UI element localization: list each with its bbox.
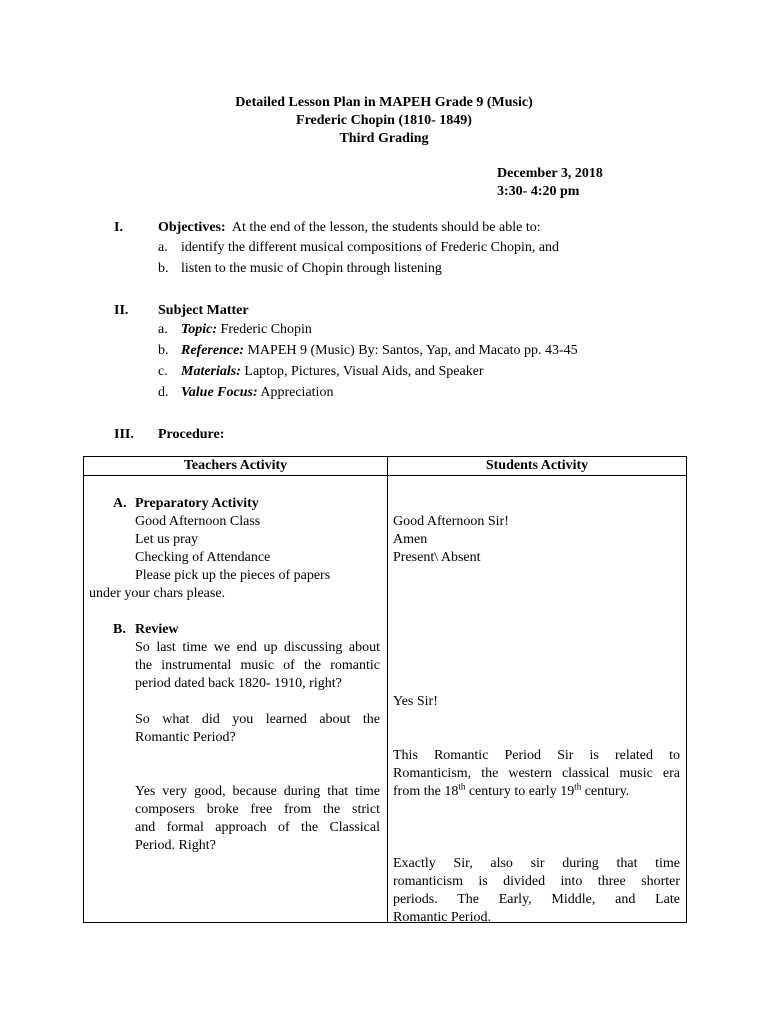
student-response-romantic: This Romantic Period Sir is related to Romanticism, the western classical music era from the 18th century to early 19th century. — [393, 748, 680, 799]
students-activity-header: Students Activity — [388, 457, 687, 476]
lesson-time: 3:30- 4:20 pm — [497, 184, 580, 199]
title-line-1: Detailed Lesson Plan in MAPEH Grade 9 (Music) — [235, 95, 533, 110]
subject-item-value-focus: d. Value Focus: Appreciation — [158, 385, 334, 400]
subject-item-materials: c. Materials: Laptop, Pictures, Visual Aids, and Speaker — [158, 364, 484, 379]
teacher-line: Please pick up the pieces of papers — [135, 568, 331, 583]
teachers-activity-cell — [84, 476, 388, 923]
teacher-line: Let us pray — [135, 532, 198, 547]
student-response: Present\ Absent — [393, 550, 481, 565]
review-letter: B. — [113, 622, 126, 637]
table-row — [84, 476, 687, 923]
review-paragraph-3: Yes very good, because during that time composers broke free from the strict and formal approach of the Classical Period. Right? — [135, 784, 380, 853]
table-header-row — [84, 457, 687, 476]
teacher-line: under your chars please. — [89, 586, 226, 601]
subject-item-reference: b. Reference: MAPEH 9 (Music) By: Santos, Yap, and Macato pp. 43-45 — [158, 343, 578, 358]
review-paragraph-2: So what did you learned about the Romantic Period? — [135, 712, 380, 745]
title-line-2: Frederic Chopin (1810- 1849) — [296, 113, 472, 128]
subject-matter-heading: Subject Matter — [158, 303, 249, 318]
prep-letter: A. — [113, 496, 127, 511]
student-response: Amen — [393, 532, 428, 547]
lesson-date: December 3, 2018 — [497, 166, 603, 181]
review-paragraph-1: So last time we end up discussing about the instrumental music of the romantic period dated back 1820- 1910, right? — [135, 640, 380, 691]
objectives-intro: At the end of the lesson, the students should be able to: — [231, 220, 541, 235]
section-numeral-procedure: III. — [114, 427, 134, 442]
procedure-heading: Procedure: — [158, 427, 225, 442]
teacher-line: Checking of Attendance — [135, 550, 271, 565]
section-numeral-subject: II. — [114, 303, 129, 318]
objective-item: a. identify the different musical compositions of Frederic Chopin, and — [158, 240, 560, 255]
student-response-periods: Exactly Sir, also sir during that time romanticism is divided into three shorter periods. The Early, Middle, and Late Romantic Period. — [393, 856, 680, 925]
teacher-line: Good Afternoon Class — [135, 514, 261, 529]
objectives-label: Objectives: — [158, 220, 226, 235]
prep-heading: Preparatory Activity — [135, 496, 259, 511]
review-heading: Review — [135, 622, 179, 637]
objectives-heading — [158, 219, 541, 237]
student-response: Yes Sir! — [393, 694, 438, 709]
procedure-table — [83, 456, 687, 923]
students-activity-cell — [388, 476, 687, 923]
title-line-3: Third Grading — [339, 131, 429, 146]
teachers-activity-header: Teachers Activity — [84, 457, 388, 476]
section-numeral-objectives: I. — [114, 220, 123, 235]
objective-item: b. listen to the music of Chopin through listening — [158, 261, 442, 276]
student-response: Good Afternoon Sir! — [393, 514, 509, 529]
subject-item-topic: a. Topic: Frederic Chopin — [158, 322, 312, 337]
